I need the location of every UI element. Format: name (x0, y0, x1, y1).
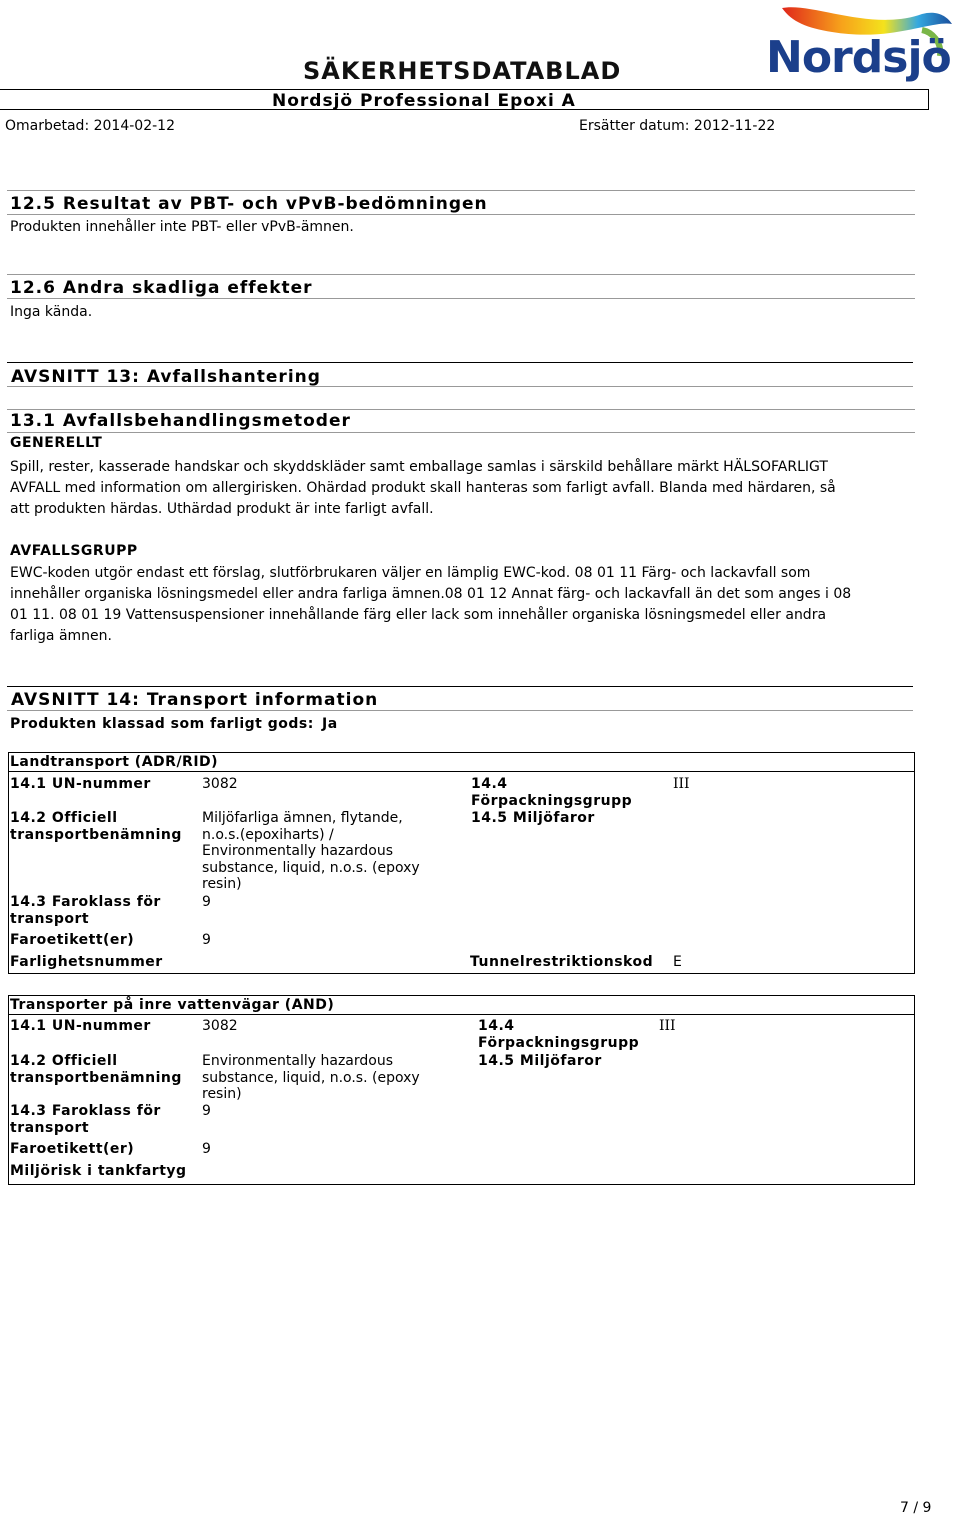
hazard-labels-value: 9 (202, 932, 211, 948)
divider (7, 686, 913, 687)
section-12-6-text: Inga kända. (10, 304, 93, 320)
text-line: att produkten härdas. Uthärdad produkt är inte farligt avfall. (10, 501, 434, 517)
packing-group-value: III (659, 1018, 676, 1034)
table-header-divider (9, 771, 914, 772)
tunnel-code-value: E (673, 954, 682, 970)
divider (7, 386, 913, 387)
section-12-5-heading: 12.5 Resultat av PBT- och vPvB-bedömningen (10, 194, 488, 214)
text-line: 01 11. 08 01 19 Vattensuspensioner innehållande färg eller lack som innehåller organiska lösningsmedel eller andra (10, 607, 827, 623)
value-line: n.o.s.(epoxiharts) / (202, 826, 334, 843)
waste-group-label: AVFALLSGRUPP (10, 543, 138, 559)
nordsjo-logo (762, 2, 954, 88)
document-title: SÄKERHETSDATABLAD (303, 57, 622, 85)
value-line: substance, liquid, n.o.s. (epoxy (202, 859, 420, 876)
text-line: innehåller organiska lösningsmedel eller andra farliga ämnen.08 01 12 Annat färg- och lackavfall än det som anges i 08 (10, 586, 852, 602)
shipping-name-label (10, 1053, 182, 1086)
general-text (10, 457, 910, 520)
label-line: Förpackningsgrupp (478, 1034, 640, 1051)
text-line: EWC-koden utgör endast ett förslag, slutförbrukaren väljer en lämplig EWC-kod. 08 01 11 Färg- och lackavfall som (10, 565, 811, 581)
text-line: AVFALL med information om allergirisken. Ohärdad produkt skall hanteras som farligt avfall. Blanda med härdaren, så (10, 480, 836, 496)
inland-transport-title: Transporter på inre vattenvägar (AND) (10, 997, 335, 1013)
hazard-labels-label: Faroetikett(er) (10, 932, 135, 948)
divider (7, 190, 915, 191)
section-13-1-heading: 13.1 Avfallsbehandlingsmetoder (10, 411, 351, 431)
value-line: Miljöfarliga ämnen, flytande, (202, 810, 403, 826)
text-line: farliga ämnen. (10, 628, 112, 644)
divider (7, 274, 915, 275)
product-name: Nordsjö Professional Epoxi A (272, 91, 576, 111)
tanker-risk-label: Miljörisk i tankfartyg (10, 1163, 187, 1179)
text-line: Spill, rester, kasserade handskar och skyddskläder samt emballage samlas i särskild behållare märkt HÄLSOFARLIGT (10, 459, 828, 475)
environmental-hazards-label: 14.5 Miljöfaror (471, 810, 595, 826)
revised-date: Omarbetad: 2014-02-12 (5, 118, 175, 134)
environmental-hazards-label: 14.5 Miljöfaror (478, 1053, 602, 1069)
hazard-class-label (10, 1103, 161, 1136)
value-line: resin) (202, 876, 242, 892)
label-line: 14.3 Faroklass för (10, 1103, 161, 1119)
divider (7, 214, 915, 215)
value-line: resin) (202, 1086, 242, 1102)
replaces-date: Ersätter datum: 2012-11-22 (579, 118, 776, 134)
packing-group-label (471, 776, 632, 809)
general-label: GENERELLT (10, 435, 103, 451)
shipping-name-value (202, 1053, 420, 1103)
divider (7, 362, 913, 363)
divider (7, 409, 915, 410)
label-line: transportbenämning (10, 1069, 182, 1086)
hazard-class-value: 9 (202, 894, 211, 910)
label-line: 14.4 (471, 776, 508, 792)
value-line: substance, liquid, n.o.s. (epoxy (202, 1069, 420, 1086)
hazard-class-label (10, 894, 161, 927)
label-line: transport (10, 1119, 90, 1136)
un-number-label: 14.1 UN-nummer (10, 776, 151, 792)
logo-text: Nordsjö (766, 32, 951, 83)
land-transport-title: Landtransport (ADR/RID) (10, 754, 219, 770)
label-line: Förpackningsgrupp (471, 792, 633, 809)
section-12-5-text: Produkten innehåller inte PBT- eller vPvB-ämnen. (10, 219, 354, 235)
page-number: 7 / 9 (900, 1500, 932, 1516)
label-line: transport (10, 910, 90, 927)
un-number-value: 3082 (202, 1018, 238, 1034)
section-14-heading: AVSNITT 14: Transport information (11, 690, 379, 710)
divider (7, 710, 913, 711)
un-number-value: 3082 (202, 776, 238, 792)
hazard-labels-label: Faroetikett(er) (10, 1141, 135, 1157)
table-header-divider (9, 1014, 914, 1015)
value-line: Environmentally hazardous (202, 843, 393, 859)
section-12-6-heading: 12.6 Andra skadliga effekter (10, 278, 313, 298)
section-13-heading: AVSNITT 13: Avfallshantering (11, 367, 321, 387)
tunnel-code-label: Tunnelrestriktionskod (470, 954, 654, 970)
packing-group-label (478, 1018, 639, 1051)
label-line: 14.3 Faroklass för (10, 894, 161, 910)
label-line: 14.2 Officiell (10, 810, 118, 826)
un-number-label: 14.1 UN-nummer (10, 1018, 151, 1034)
hazard-class-value: 9 (202, 1103, 211, 1119)
divider (7, 432, 915, 433)
packing-group-value: III (673, 776, 690, 792)
dangerous-goods-value: Ja (322, 716, 338, 732)
hazard-number-label: Farlighetsnummer (10, 954, 163, 970)
dangerous-goods-label: Produkten klassad som farligt gods: (10, 716, 314, 732)
value-line: Environmentally hazardous (202, 1053, 393, 1069)
label-line: 14.4 (478, 1018, 515, 1034)
hazard-labels-value: 9 (202, 1141, 211, 1157)
label-line: transportbenämning (10, 826, 182, 843)
shipping-name-label (10, 810, 182, 843)
divider (7, 298, 915, 299)
shipping-name-value (202, 810, 420, 893)
waste-group-text (10, 563, 915, 647)
label-line: 14.2 Officiell (10, 1053, 118, 1069)
